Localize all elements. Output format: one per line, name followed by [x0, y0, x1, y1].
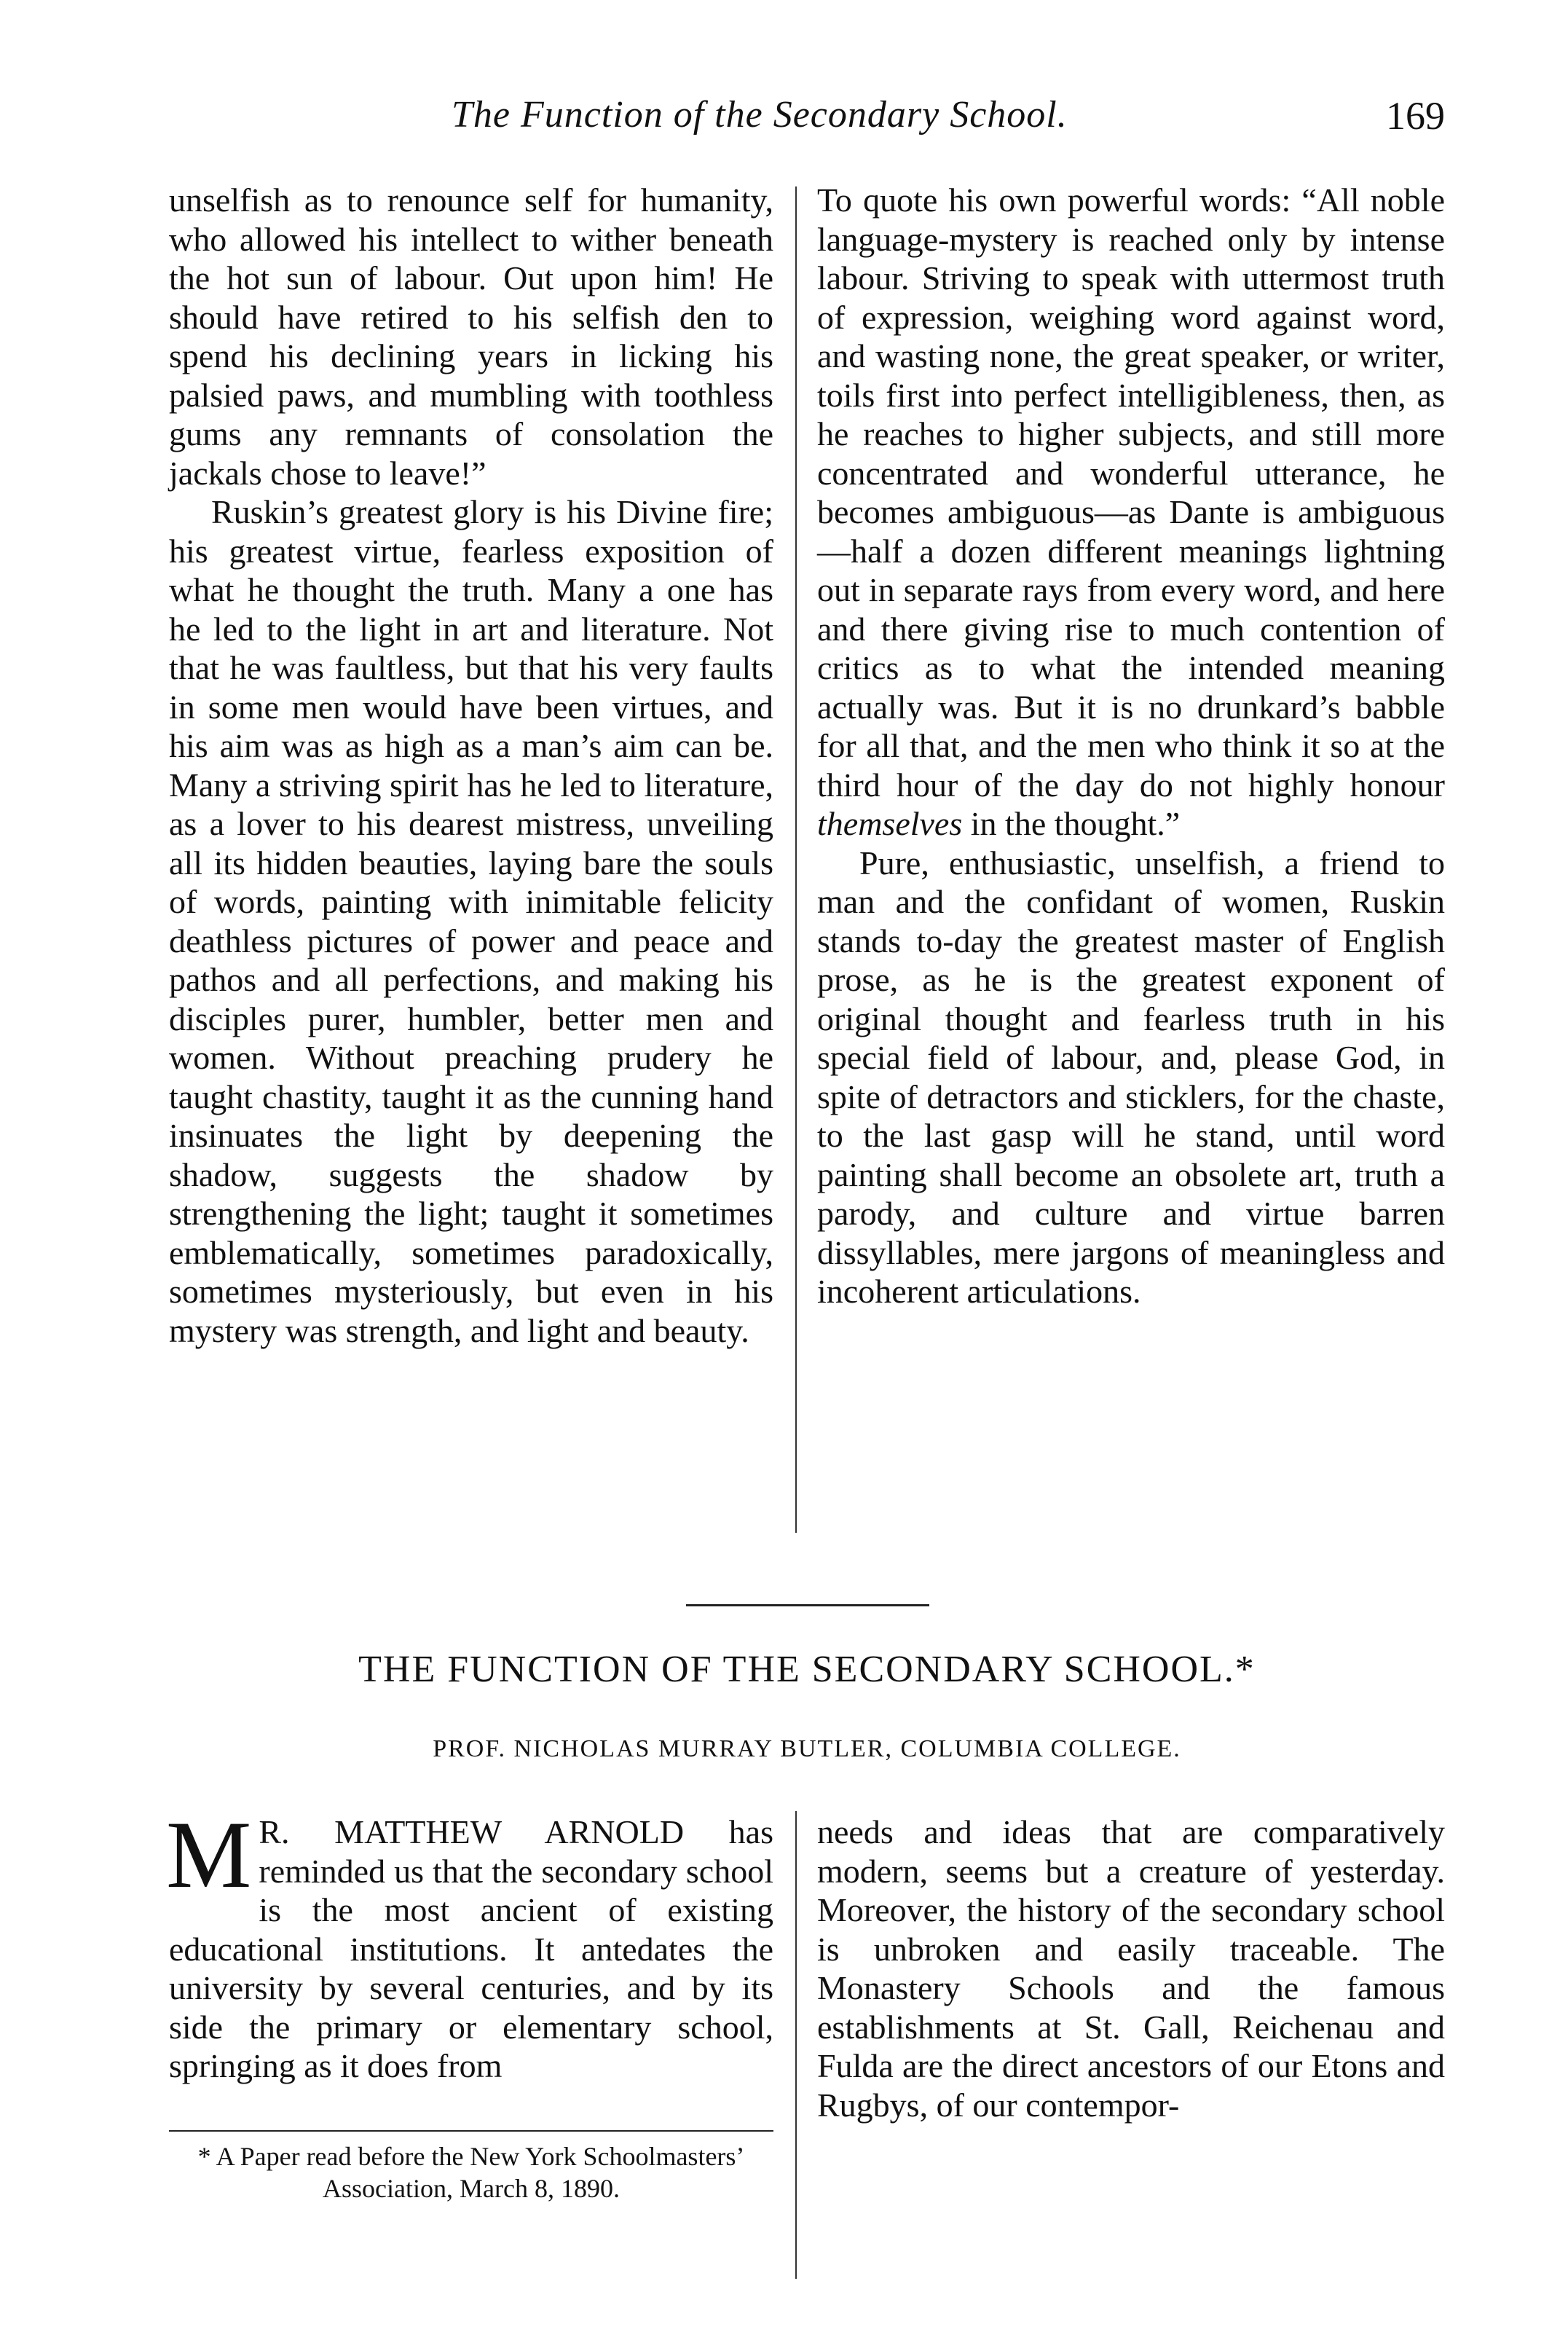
quote-text: To quote his own powerful words: “All noble language-mystery is reached only by intense labour. Striving to speak with uttermost truth of expression, weighing word against word, and wasting none, the great speaker, or writer, toils first into perfect intelligibleness, then, as he reaches to higher subjects, and still more concentrated and wonderful utterance, he becomes ambiguous—as Dante is ambiguous—half a dozen different meanings lightning out in separate rays from every word, and here and there giving rise to much contention of critics as to what the intended meaning actually was. But it is no drunkard’s babble for all that, and the men who think it so at the third hour of the day do not highly honour: [817, 181, 1445, 804]
running-head: [169, 93, 1445, 152]
page-number: 169: [1386, 94, 1445, 138]
paragraph-continuation: unselfish as to renounce self for humanity, who allowed his intellect to wither beneath the hot sun of labour. Out upon him! He should have retired to his selfish den to spend his declining years in licking his palsied paws, and mumbling with toothless gums any remnants of consolation the jackals chose to leave!”: [169, 181, 773, 492]
right-column-top: [817, 181, 1445, 1311]
paragraph-quote: [817, 181, 1445, 844]
column-divider-bottom: [795, 1811, 797, 2279]
section-divider: [686, 1604, 929, 1606]
column-divider: [795, 186, 797, 1533]
paragraph-pure-enthusiastic: Pure, enthusiastic, unselfish, a friend to man and the confidant of women, Ruskin stands to-day the greatest master of English prose, as he is the greatest exponent of original thought and fearless truth in his special field of labour, and, please God, in spite of detractors and sticklers, for the chaste, to the last gasp will he stand, until word painting shall become an obsolete art, truth a parody, and culture and virtue barren dissyllables, mere jargons of meaningless and incoherent articulations.: [817, 844, 1445, 1310]
footnote: [169, 2130, 773, 2204]
drop-cap: M: [166, 1801, 252, 1908]
paragraph-ruskin-glory: Ruskin’s greatest glory is his Divine fire; his greatest virtue, fearless exposition of what he thought the truth. Many a one has he led to the light in art and literature. Not that he was faultless, but that his very faults in some men would have been virtues, and his aim was as high as a man’s aim can be. Many a striving spirit has he led to literature, as a lover to his dearest mistress, unveiling all its hidden beauties, laying bare the souls of words, painting with inimitable felicity deathless pictures of power and peace and pathos and all perfections, and making his disciples purer, humbler, better men and women. Without preaching prudery he taught chastity, taught it as the cunning hand insinuates the light by deepening the shadow, suggests the shadow by strengthening the light; taught it sometimes emblematically, sometimes paradoxically, sometimes mysteriously, but even in his mystery was strength, and light and beauty.: [169, 493, 773, 1349]
article-opening-paragraph: [166, 1801, 773, 2086]
footnote-text: * A Paper read before the New York Schoolmasters’ Association, March 8, 1890.: [197, 2142, 745, 2203]
running-title: The Function of the Secondary School.: [452, 94, 1068, 136]
quote-end: in the thought.”: [970, 805, 1181, 842]
article-continued-paragraph: needs and ideas that are comparatively modern, seems but a creature of yesterday. Moreover, the history of the secondary school is unbroken and easily traceable. The Monastery Schools and the famous establishments at St. Gall, Reichenau and Fulda are the direct ancestors of our Etons and Rugbys, of our contempor-: [817, 1813, 1445, 2124]
article-title: THE FUNCTION OF THE SECONDARY SCHOOL.*: [358, 1649, 1256, 1690]
article-byline: PROF. NICHOLAS MURRAY BUTLER, COLUMBIA COLLEGE.: [433, 1735, 1181, 1762]
right-column-bottom: [817, 1813, 1445, 2124]
article-opening-text: R. MATTHEW ARNOLD has reminded us that the secondary school is the most ancient of existing educational institutions. It antedates the university by several centuries, and by its side the primary or elementary school, springing as it does from: [169, 1813, 773, 2084]
quote-italic-word: themselves: [817, 805, 963, 842]
left-column-bottom: [166, 1801, 773, 2086]
left-column-top: [169, 181, 773, 1350]
